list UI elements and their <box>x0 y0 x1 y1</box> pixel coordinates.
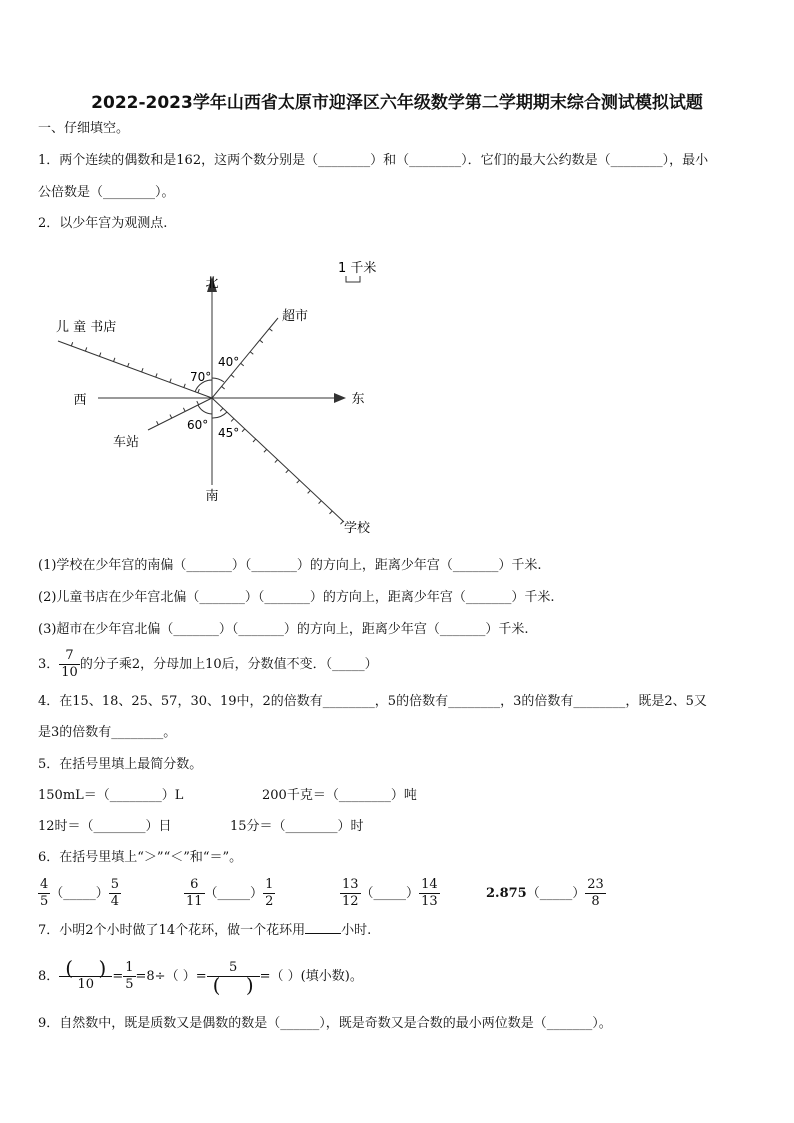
denominator: 2 <box>265 894 274 909</box>
question-4-line-1: 4．在15、18、25、57，30、19中，2的倍数有________，5的倍数有________，3的倍数有________，既是2、5又 <box>38 694 707 709</box>
fraction-left <box>38 877 50 910</box>
question-6-pair-4 <box>486 874 606 914</box>
decimal-left: 2.875 <box>486 886 527 901</box>
ray-tick <box>308 490 311 493</box>
question-5-a: 150mL＝（________）L <box>38 788 184 803</box>
ray-tick <box>297 480 300 483</box>
question-2-text: 2．以少年宫为观测点. <box>38 216 168 231</box>
label-store: 超市 <box>282 309 309 324</box>
numerator: 13 <box>342 877 359 892</box>
page-title: 2022-2023学年山西省太原市迎泽区六年级数学第二学期期末综合测试模拟试题 <box>91 93 703 113</box>
question-2-sub-1: (1)学校在少年宫的南偏（_______）（_______）的方向上，距离少年宫（_______）千米. <box>38 558 542 573</box>
label-bookstore: 儿 童 书店 <box>56 320 117 335</box>
question-6-pair-1 <box>38 874 121 914</box>
label-south: 南 <box>205 489 219 504</box>
label-station: 车站 <box>113 435 140 450</box>
question-6-text: 6．在括号里填上“＞”“＜”和“＝”。 <box>38 850 243 865</box>
question-3 <box>38 648 378 682</box>
question-1-line-2: 公倍数是（________）。 <box>38 185 175 200</box>
ray-tick <box>340 521 343 524</box>
question-8-middle: =8÷（ ）= <box>135 969 207 984</box>
fraction-right <box>585 877 606 910</box>
ray-tick <box>231 375 234 378</box>
ray-tick <box>242 429 245 432</box>
question-1-line-1: 1．两个连续的偶数和是162，这两个数分别是（________）和（________）．它们的最大公约数是（________），最小 <box>38 153 709 168</box>
question-6-pair-3 <box>340 874 440 914</box>
arc-school <box>212 412 227 418</box>
label-angle-station: 60° <box>187 418 209 432</box>
arc-store <box>212 378 224 382</box>
denominator: 12 <box>342 894 359 909</box>
numerator: 5 <box>207 960 260 977</box>
fraction-right <box>109 877 121 910</box>
numerator: 1 <box>125 960 134 975</box>
denominator: 5 <box>125 977 134 992</box>
numerator: 1 <box>265 877 274 892</box>
question-6-pair-2 <box>184 874 275 914</box>
ray-tick <box>114 358 115 362</box>
denominator: 8 <box>591 894 600 909</box>
ray-tick <box>156 373 157 377</box>
ray-tick <box>99 353 100 357</box>
fraction-left <box>340 877 361 910</box>
fraction-1-5 <box>123 960 135 993</box>
ray-school <box>212 398 344 522</box>
ray-tick <box>157 421 159 425</box>
compare-blank: （_____） <box>50 886 109 901</box>
label-west: 西 <box>73 393 87 408</box>
denominator: 13 <box>421 894 438 909</box>
fraction-right <box>263 877 275 910</box>
question-2-sub-3: (3)超市在少年宫北偏（_______）（_______）的方向上，距离少年宫（_______）千米. <box>38 622 529 637</box>
ray-tick <box>319 501 322 504</box>
question-7-end: 小时. <box>341 923 372 938</box>
question-7-text: 7．小明2个小时做了14个花环，做一个花环用 <box>38 923 306 938</box>
ray-tick <box>330 511 333 514</box>
label-angle-bookstore: 70° <box>190 370 212 384</box>
ray-tick <box>183 408 185 412</box>
fraction-right <box>419 877 440 910</box>
question-5-d: 15分＝（________）时 <box>230 819 364 834</box>
compare-blank: （_____） <box>360 886 420 901</box>
denominator: 10 <box>61 665 78 680</box>
question-8-number: 8． <box>38 969 60 984</box>
question-9: 9．自然数中，既是质数又是偶数的数是（______），既是奇数又是合数的最小两位数是（_______）。 <box>38 1016 612 1031</box>
label-scale: 1 千米 <box>338 261 377 276</box>
fraction-left <box>184 877 205 910</box>
ray-tick <box>231 419 234 422</box>
label-angle-school: 45° <box>218 426 240 440</box>
ray-tick <box>286 470 289 473</box>
east-arrowhead <box>334 393 346 403</box>
ray-tick <box>71 342 72 346</box>
question-3-text: 的分子乘2，分母加上10后，分数值不变．（_____） <box>79 657 378 672</box>
ray-tick <box>250 352 253 355</box>
ray-tick <box>264 449 267 452</box>
ray-tick <box>275 460 278 463</box>
denominator: 4 <box>110 894 120 909</box>
numerator: 6 <box>184 877 205 894</box>
question-4-line-2: 是3的倍数有________。 <box>38 725 177 740</box>
denominator: 10 <box>77 977 95 992</box>
ray-tick <box>269 329 272 332</box>
label-school: 学校 <box>344 521 371 536</box>
label-east: 东 <box>351 392 365 407</box>
numerator: 5 <box>110 877 120 892</box>
question-8-end: =（ ）(填小数)。 <box>259 969 363 984</box>
section-heading: 一、仔细填空。 <box>38 121 130 136</box>
question-7 <box>38 921 371 940</box>
fraction-blank-10 <box>59 956 112 993</box>
ray-tick <box>197 401 199 405</box>
question-5-c: 12时＝（________）日 <box>38 819 172 834</box>
ray-tick <box>170 379 171 383</box>
question-5-text: 5．在括号里填上最简分数。 <box>38 757 203 772</box>
scale-bar <box>346 276 360 282</box>
ray-tick <box>128 363 129 367</box>
numerator: 23 <box>587 877 604 892</box>
numerator-blank: ( ) <box>59 960 112 977</box>
ray-tick <box>253 439 256 442</box>
question-2-sub-2: (2)儿童书店在少年宫北偏（_______）（_______）的方向上，距离少年宫（_______）千米. <box>38 590 555 605</box>
ray-tick <box>198 389 199 393</box>
denominator: 5 <box>40 894 49 909</box>
ray-tick <box>85 347 86 351</box>
fraction-5-blank <box>207 960 260 997</box>
numerator: 14 <box>421 877 438 892</box>
question-3-number: 3． <box>38 657 60 672</box>
ray-tick <box>241 363 244 366</box>
fraction-7-10 <box>59 648 80 681</box>
numerator: 4 <box>40 877 49 892</box>
compare-blank: （_____） <box>204 886 264 901</box>
answer-blank <box>305 921 341 934</box>
question-5-b: 200千克＝（________）吨 <box>262 788 417 803</box>
numerator: 7 <box>59 648 80 665</box>
denominator: 11 <box>186 894 203 909</box>
ray-tick <box>260 340 263 343</box>
ray-bookstore <box>58 341 212 398</box>
label-angle-store: 40° <box>218 355 240 369</box>
ray-tick <box>170 415 172 419</box>
compare-blank: （_____） <box>526 886 586 901</box>
question-8: 8． $\frac{( )}{10}$ = $\frac{1}{5}$ =8÷（ ）= $\frac{5}{( )}$ =（ ）(填小数)。 <box>38 956 363 997</box>
label-north: 北 <box>205 276 219 291</box>
ray-tick <box>142 368 143 372</box>
ray-tick <box>184 384 185 388</box>
arc-station <box>198 405 212 414</box>
denominator-blank: ( ) <box>212 973 254 997</box>
ray-tick <box>222 386 225 389</box>
ray-tick <box>220 408 223 411</box>
